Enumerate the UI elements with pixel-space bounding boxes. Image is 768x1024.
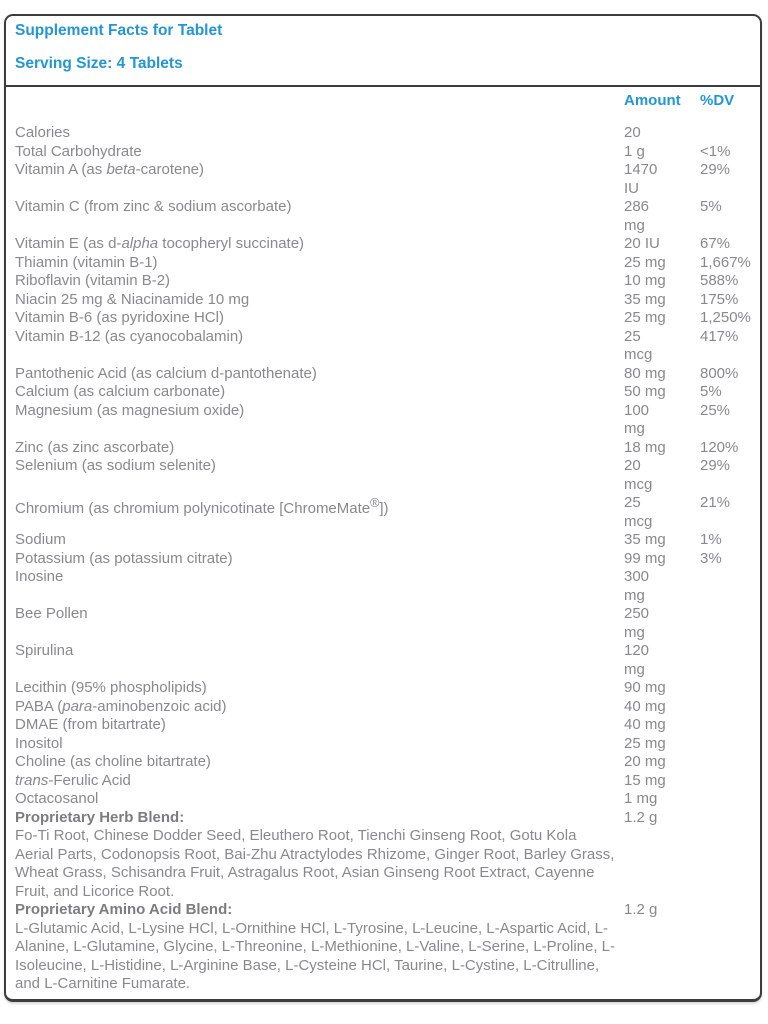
nutrient-name: Vitamin C (from zinc & sodium ascorbate): [15, 198, 292, 215]
nutrient-amount: [624, 772, 700, 791]
table-row: [15, 235, 757, 254]
nutrient-name: Vitamin B-12 (as cyanocobalamin): [15, 327, 244, 345]
nutrient-dv: [700, 642, 757, 679]
table-row: [15, 679, 757, 698]
nutrient-dv: 800%: [700, 364, 739, 382]
table-row: [15, 383, 757, 402]
nutrient-amount-value: 20 mg: [624, 753, 666, 770]
nutrient-dv: [700, 772, 757, 791]
nutrient-dv: 417%: [700, 327, 739, 345]
nutrient-name: Zinc (as zinc ascorbate): [15, 438, 175, 456]
table-row: [15, 716, 757, 735]
panel-title: Supplement Facts for Tablet: [15, 22, 223, 39]
nutrient-name: Octacosanol: [15, 790, 99, 807]
nutrient-dv: 120%: [700, 438, 739, 456]
amount-column-header: Amount: [624, 92, 681, 109]
nutrient-amount: [624, 809, 700, 828]
nutrient-amount-value: 1.2 g: [624, 808, 658, 826]
nutrient-amount-value: 25 mg: [624, 734, 666, 752]
nutrient-name: Calories: [15, 124, 71, 141]
header-divider: [6, 85, 760, 87]
nutrient-name: trans-Ferulic Acid: [15, 771, 131, 789]
nutrient-name: Bee Pollen: [15, 605, 88, 622]
nutrient-amount-value: 1 g: [624, 142, 645, 160]
nutrient-name: Lecithin (95% phospholipids): [15, 679, 207, 696]
nutrient-dv: <1%: [700, 142, 731, 160]
table-row: [15, 642, 757, 679]
nutrient-amount-value: 35 mg: [624, 290, 666, 308]
nutrient-amount: [624, 550, 700, 569]
table-row: [15, 698, 757, 717]
nutrient-amount: [624, 753, 700, 772]
table-row: [15, 161, 757, 198]
nutrient-name: Pantothenic Acid (as calcium d-pantothenate): [15, 364, 317, 382]
table-row: [15, 254, 757, 273]
nutrient-dv: 67%: [700, 235, 731, 252]
nutrient-amount: [624, 642, 700, 679]
nutrient-dv: [700, 124, 757, 143]
nutrient-name: Proprietary Herb Blend:: [15, 808, 185, 826]
nutrient-amount: [624, 143, 700, 162]
nutrient-name: Chromium (as chromium polynicotinate [ChromeMate®]): [15, 496, 389, 517]
supplement-facts-panel: [4, 14, 762, 1002]
nutrient-amount-value: 20 IU: [624, 235, 660, 252]
nutrient-dv: [700, 605, 757, 642]
table-row: [15, 494, 757, 531]
table-row: [15, 457, 757, 494]
nutrient-dv: [700, 716, 757, 735]
nutrient-name: Magnesium (as magnesium oxide): [15, 401, 245, 419]
nutrient-amount: [624, 383, 700, 402]
nutrient-amount-value: 20: [624, 124, 641, 141]
table-row: [15, 809, 757, 828]
nutrient-amount-value: 40 mg: [624, 697, 666, 715]
nutrient-name: Inosine: [15, 568, 64, 585]
table-row: [15, 291, 757, 310]
nutrient-name: DMAE (from bitartrate): [15, 716, 166, 733]
nutrient-amount: [624, 439, 700, 458]
nutrient-amount: [624, 291, 700, 310]
nutrient-dv: 1%: [700, 531, 722, 548]
table-row: [15, 309, 757, 328]
nutrient-amount: [624, 365, 700, 384]
table-row: [15, 272, 757, 291]
serving-size: Serving Size: 4 Tablets: [15, 55, 183, 72]
table-row: [15, 772, 757, 791]
table-row: [15, 550, 757, 569]
nutrient-amount: [624, 457, 700, 494]
table-row: [15, 735, 757, 754]
nutrient-amount: [624, 679, 700, 698]
table-row: [15, 124, 757, 143]
nutrient-dv: [700, 735, 757, 754]
nutrient-amount-value: 40 mg: [624, 716, 666, 733]
nutrient-amount-value: 25 mcg: [624, 327, 653, 363]
nutrient-name: Vitamin E (as d-alpha tocopheryl succinate): [15, 235, 305, 252]
nutrient-amount-value: 15 mg: [624, 771, 666, 789]
table-row: [15, 198, 757, 235]
nutrient-amount-value: 80 mg: [624, 364, 666, 382]
table-row: [15, 531, 757, 550]
nutrient-amount: [624, 161, 700, 198]
nutrient-amount-value: 25 mg: [624, 309, 666, 326]
nutrient-dv: [700, 753, 757, 772]
nutrient-amount-value: 120 mg: [624, 642, 650, 678]
nutrient-amount-value: 300 mg: [624, 568, 650, 604]
nutrient-amount-value: 20 mcg: [624, 457, 653, 493]
table-row: [15, 328, 757, 365]
nutrient-dv: [700, 679, 757, 698]
nutrient-amount-value: 1470 IU: [624, 161, 658, 197]
nutrient-dv: 1,667%: [700, 253, 751, 271]
nutrient-name: Sodium: [15, 531, 66, 548]
dv-column-header: %DV: [700, 92, 735, 109]
nutrient-dv: 1,250%: [700, 309, 751, 326]
nutrient-dv: 25%: [700, 401, 731, 419]
nutrient-dv: 29%: [700, 457, 731, 474]
nutrient-dv: [700, 790, 757, 809]
nutrient-dv: [700, 698, 757, 717]
nutrient-amount: [624, 494, 700, 531]
nutrient-amount: [624, 605, 700, 642]
nutrient-amount: [624, 254, 700, 273]
table-row: [15, 439, 757, 458]
table-row: [15, 402, 757, 439]
nutrient-amount-value: 286 mg: [624, 198, 650, 234]
nutrient-name: Thiamin (vitamin B-1): [15, 253, 158, 271]
nutrient-name: Total Carbohydrate: [15, 142, 142, 160]
nutrient-amount-value: 250 mg: [624, 605, 650, 641]
nutrient-dv: 3%: [700, 549, 722, 567]
blend-ingredients: L-Glutamic Acid, L-Lysine HCl, L-Ornithine HCl, L-Tyrosine, L-Leucine, L-Aspartic Acid, L-Alanine, L-Glutamine, Glycine, L-Threonine, L-Methionine, L-Valine, L-Serine, L-Proline, L-Isoleucine, L-Histidine, L-Arginine Base, L-Cysteine HCl, Taurine, L-Cystine, L-Citrulline, and L-Carnitine Fumarate.: [15, 919, 616, 992]
table-row: [15, 753, 757, 772]
nutrient-name: Choline (as choline bitartrate): [15, 753, 211, 770]
nutrient-name: Selenium (as sodium selenite): [15, 457, 216, 474]
nutrient-amount-value: 1.2 g: [624, 901, 658, 918]
nutrient-amount: [624, 198, 700, 235]
nutrient-amount: [624, 901, 700, 920]
nutrient-dv: 588%: [700, 272, 739, 289]
nutrient-dv: 5%: [700, 383, 722, 400]
columns-header-spacer: [15, 91, 624, 110]
nutrient-amount-value: 90 mg: [624, 679, 666, 696]
nutrient-dv: 21%: [700, 494, 731, 511]
facts-rows: [15, 124, 757, 994]
nutrient-name: Potassium (as potassium citrate): [15, 549, 233, 567]
nutrient-amount: [624, 309, 700, 328]
columns-header: [15, 91, 757, 110]
nutrient-amount: [624, 790, 700, 809]
nutrient-dv: [700, 568, 757, 605]
blend-ingredients: Fo-Ti Root, Chinese Dodder Seed, Eleuthero Root, Tienchi Ginseng Root, Gotu Kola Aerial Parts, Codonopsis Root, Bai-Zhu Atractylodes Rhizome, Ginger Root, Barley Grass, Wheat Grass, Schisandra Fruit, Astragalus Root, Asian Ginseng Root Extract, Cayenne Fruit, and Licorice Root.: [15, 827, 615, 900]
nutrient-amount-value: 10 mg: [624, 272, 666, 289]
nutrient-amount-value: 18 mg: [624, 438, 666, 456]
nutrient-amount-value: 1 mg: [624, 790, 658, 807]
nutrient-amount-value: 50 mg: [624, 383, 666, 400]
nutrient-amount-value: 25 mg: [624, 253, 666, 271]
table-row: [15, 143, 757, 162]
nutrient-amount: [624, 531, 700, 550]
table-row: [15, 605, 757, 642]
nutrient-name: Proprietary Amino Acid Blend:: [15, 901, 233, 918]
nutrient-amount-value: 25 mcg: [624, 494, 653, 530]
table-row: [15, 790, 757, 809]
nutrient-amount-value: 35 mg: [624, 531, 666, 548]
nutrient-dv: 29%: [700, 161, 731, 178]
nutrient-amount: [624, 124, 700, 143]
nutrient-dv: [700, 809, 757, 828]
nutrient-amount: [624, 568, 700, 605]
nutrient-dv: 175%: [700, 290, 739, 308]
nutrient-amount: [624, 328, 700, 365]
nutrient-dv: 5%: [700, 198, 722, 215]
table-row: [15, 901, 757, 920]
nutrient-amount: [624, 716, 700, 735]
nutrient-name: Spirulina: [15, 642, 74, 659]
nutrient-amount: [624, 235, 700, 254]
nutrient-amount: [624, 402, 700, 439]
nutrient-name: Niacin 25 mg & Niacinamide 10 mg: [15, 290, 250, 308]
nutrient-name: Vitamin A (as beta-carotene): [15, 161, 205, 178]
nutrient-dv: [700, 901, 757, 920]
nutrient-name: Riboflavin (vitamin B-2): [15, 272, 171, 289]
nutrient-name: Vitamin B-6 (as pyridoxine HCl): [15, 309, 224, 326]
nutrient-name: Inositol: [15, 734, 63, 752]
nutrient-name: PABA (para-aminobenzoic acid): [15, 697, 227, 715]
nutrient-amount: [624, 272, 700, 291]
table-row: [15, 568, 757, 605]
table-row: [15, 365, 757, 384]
nutrient-amount: [624, 698, 700, 717]
nutrient-amount-value: 100 mg: [624, 401, 650, 437]
nutrient-amount-value: 99 mg: [624, 549, 666, 567]
nutrient-name: Calcium (as calcium carbonate): [15, 383, 226, 400]
nutrient-amount: [624, 735, 700, 754]
